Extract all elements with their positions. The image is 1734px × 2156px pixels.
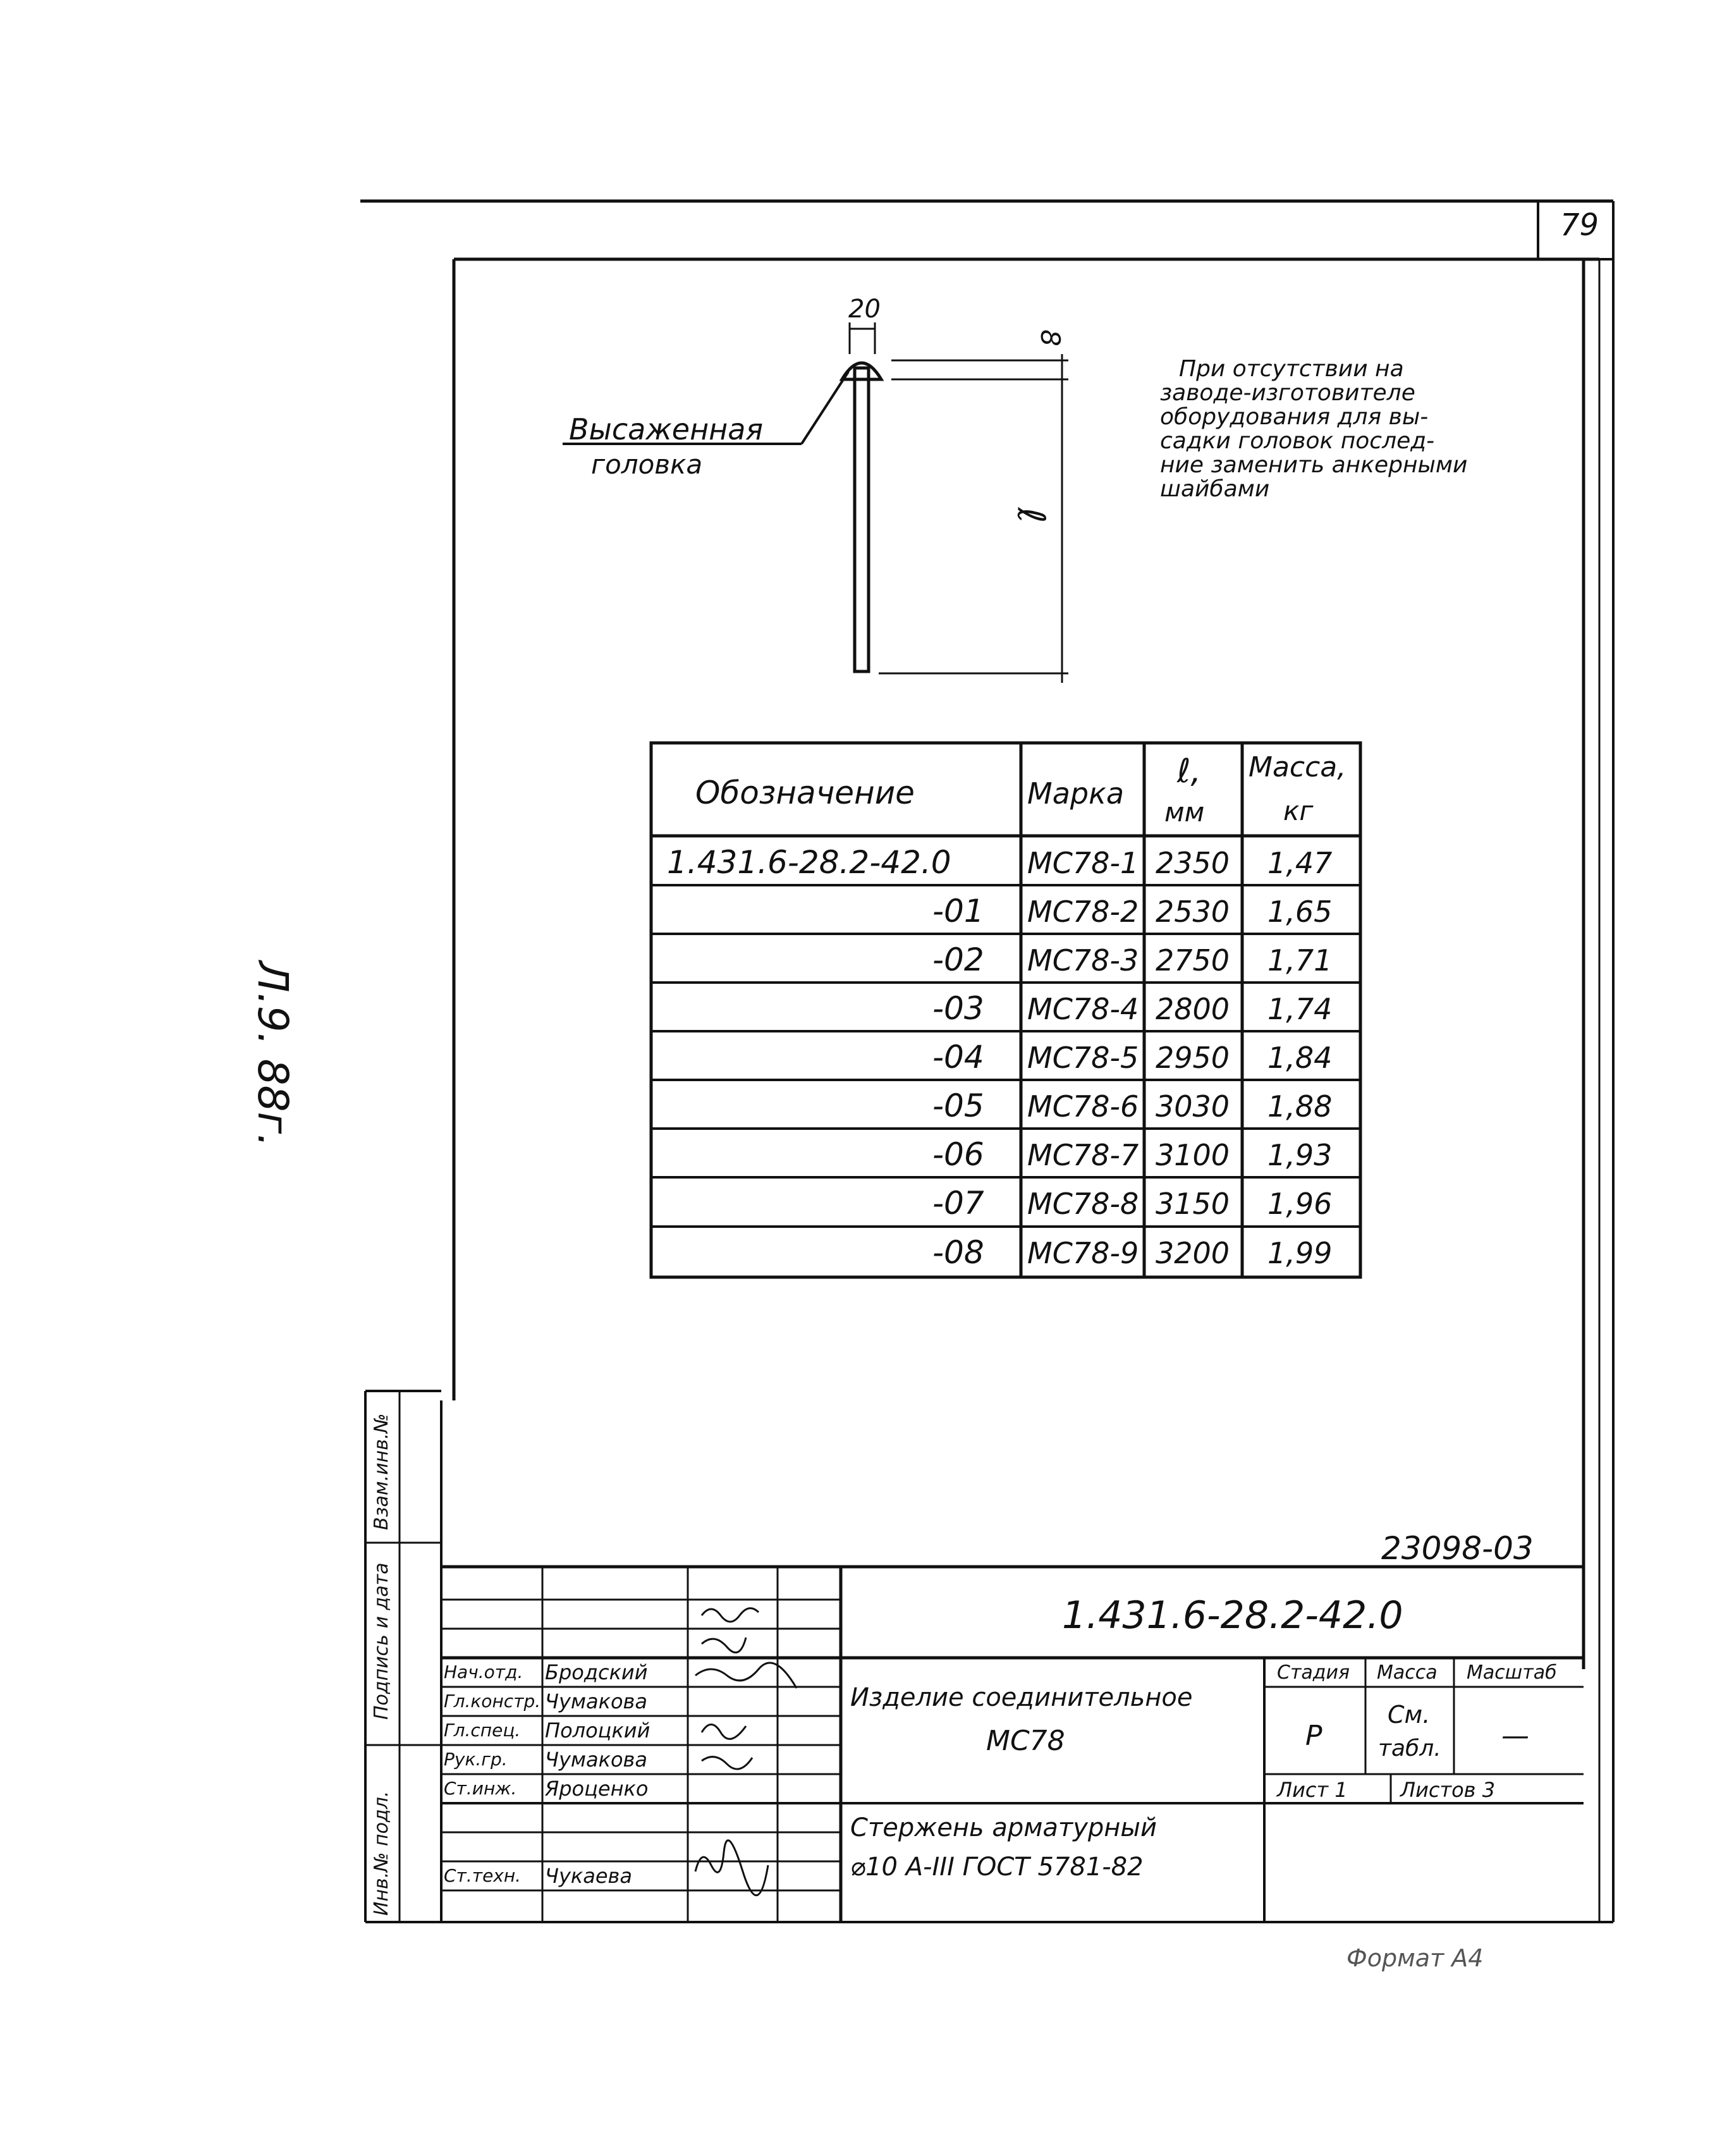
role: Рук.гр. bbox=[444, 1749, 508, 1770]
person-name: Полоцкий bbox=[545, 1718, 650, 1743]
part-name-line1: Стержень арматурный bbox=[850, 1813, 1157, 1842]
cell-mark: МС78-4 bbox=[1027, 992, 1139, 1026]
sheets-label: Листов 3 bbox=[1400, 1778, 1496, 1802]
cell-mass: 1,74 bbox=[1267, 992, 1333, 1026]
cell-designation: -01 bbox=[932, 893, 984, 929]
header-length-line2: мм bbox=[1164, 797, 1205, 828]
person-name: Чумакова bbox=[545, 1689, 647, 1713]
cell-length: 3030 bbox=[1156, 1089, 1230, 1124]
note-line: шайбами bbox=[1160, 476, 1270, 502]
header-mass-line2: кг bbox=[1283, 795, 1314, 826]
cell-mark: МС78-2 bbox=[1027, 895, 1139, 929]
side-column-replacement-inv: Взам.инв.№ bbox=[370, 1413, 393, 1530]
cell-designation: -08 bbox=[932, 1234, 984, 1271]
cell-mass: 1,47 bbox=[1267, 846, 1333, 880]
cell-mark: МС78-1 bbox=[1027, 846, 1139, 880]
product-name-line2: МС78 bbox=[986, 1725, 1065, 1757]
product-name-line1: Изделие соединительное bbox=[850, 1683, 1193, 1712]
person-name: Чукаева bbox=[545, 1864, 632, 1888]
note-line: оборудования для вы- bbox=[1160, 404, 1429, 430]
cell-length: 3200 bbox=[1156, 1236, 1230, 1270]
cell-mass: 1,99 bbox=[1267, 1236, 1333, 1270]
note-line: садки головок послед- bbox=[1160, 428, 1435, 454]
cell-mass: 1,65 bbox=[1267, 895, 1333, 929]
sheet-number: 79 bbox=[1560, 207, 1599, 243]
note-line: заводе-изготовителе bbox=[1160, 380, 1415, 406]
stage-header: Стадия bbox=[1277, 1662, 1350, 1684]
cell-designation: -07 bbox=[932, 1185, 984, 1222]
mass-header: Масса bbox=[1377, 1662, 1438, 1684]
cell-mass: 1,88 bbox=[1267, 1089, 1333, 1124]
dim-length: ℓ bbox=[1008, 507, 1053, 524]
cell-mark: МС78-6 bbox=[1027, 1089, 1139, 1124]
side-column-inv-original: Инв.№ подл. bbox=[370, 1791, 393, 1916]
cell-designation: -02 bbox=[932, 941, 984, 978]
note-block bbox=[1160, 357, 1467, 501]
paper-format: Формат А4 bbox=[1346, 1944, 1484, 1972]
note-line: При отсутствии на bbox=[1179, 356, 1404, 382]
title-block-code: 1.431.6-28.2-42.0 bbox=[1062, 1593, 1403, 1638]
cell-designation: -05 bbox=[932, 1087, 984, 1124]
role: Нач.отд. bbox=[444, 1662, 523, 1682]
mass-value-line2: табл. bbox=[1378, 1736, 1441, 1761]
signatures bbox=[695, 1608, 797, 1896]
part-name-line2: ⌀10 А-III ГОСТ 5781-82 bbox=[850, 1853, 1144, 1882]
scale-value: — bbox=[1501, 1720, 1529, 1752]
mass-value-line1: См. bbox=[1388, 1701, 1431, 1729]
stage-value: Р bbox=[1305, 1720, 1322, 1752]
cell-length: 2800 bbox=[1156, 992, 1230, 1026]
cell-mark: МС78-7 bbox=[1027, 1138, 1139, 1172]
role: Гл.спец. bbox=[444, 1720, 521, 1741]
person-name: Яроценко bbox=[545, 1777, 649, 1801]
dim-head-height: 8 bbox=[1034, 329, 1066, 346]
cell-length: 2950 bbox=[1156, 1041, 1230, 1075]
cell-length: 3150 bbox=[1156, 1187, 1230, 1221]
person-name: Бродский bbox=[545, 1660, 648, 1684]
leader-label-line2: головка bbox=[591, 449, 703, 480]
archive-number: 23098-03 bbox=[1381, 1530, 1534, 1567]
header-mass-line1: Масса, bbox=[1249, 751, 1346, 783]
header-length-line1: ℓ, bbox=[1177, 752, 1202, 790]
role: Гл.констр. bbox=[444, 1691, 541, 1712]
cell-designation: -03 bbox=[932, 990, 984, 1027]
cell-mass: 1,93 bbox=[1267, 1138, 1333, 1172]
cell-length: 2530 bbox=[1156, 895, 1230, 929]
scale-header: Масштаб bbox=[1467, 1662, 1557, 1684]
cell-length: 2750 bbox=[1156, 943, 1230, 977]
note-line: ние заменить анкерными bbox=[1160, 452, 1468, 478]
cell-mark: МС78-5 bbox=[1027, 1041, 1139, 1075]
cell-designation: -04 bbox=[932, 1039, 984, 1075]
cell-mark: МС78-8 bbox=[1027, 1187, 1139, 1221]
cell-length: 2350 bbox=[1156, 846, 1230, 880]
dim-head-width: 20 bbox=[848, 295, 881, 324]
cell-mark: МС78-3 bbox=[1027, 943, 1139, 977]
cell-mark: МС78-9 bbox=[1027, 1236, 1139, 1270]
header-designation: Обозначение bbox=[695, 775, 915, 811]
role: Ст.техн. bbox=[444, 1865, 522, 1886]
cell-mass: 1,96 bbox=[1267, 1187, 1333, 1221]
cell-mass: 1,84 bbox=[1267, 1041, 1333, 1075]
side-stamp: Л.9. 88г. bbox=[248, 961, 297, 1148]
person-name: Чумакова bbox=[545, 1748, 647, 1772]
cell-length: 3100 bbox=[1156, 1138, 1230, 1172]
cell-designation: -06 bbox=[932, 1136, 984, 1173]
leader-label-line1: Высаженная bbox=[569, 412, 764, 446]
role: Ст.инж. bbox=[444, 1778, 517, 1799]
side-column-signature-date: Подпись и дата bbox=[370, 1562, 393, 1720]
header-mark: Марка bbox=[1027, 776, 1125, 811]
cell-designation: 1.431.6-28.2-42.0 bbox=[667, 844, 951, 881]
cell-mass: 1,71 bbox=[1267, 943, 1333, 977]
sheet-label: Лист 1 bbox=[1277, 1778, 1348, 1802]
